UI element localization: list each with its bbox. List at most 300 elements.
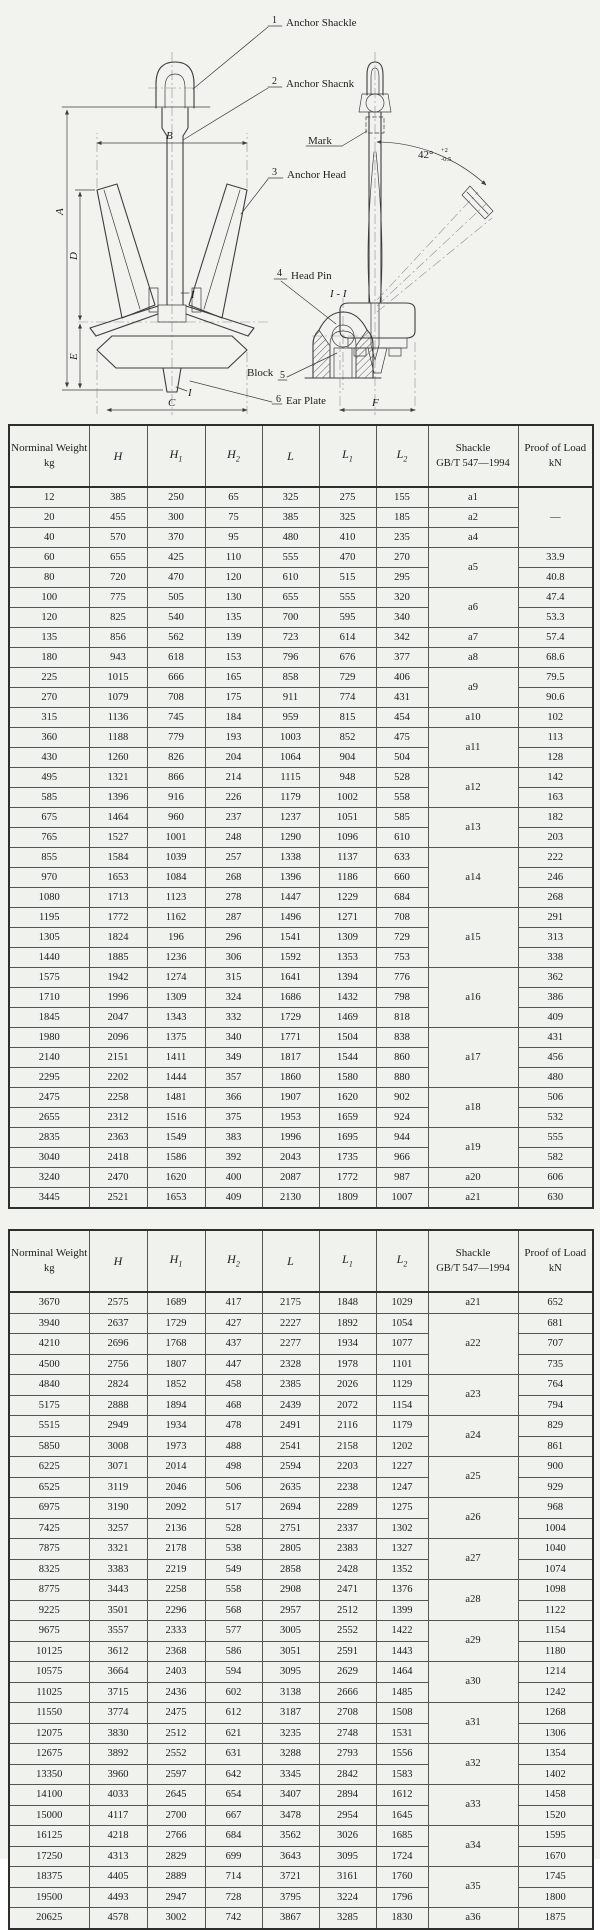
cell: 3892 (89, 1744, 147, 1765)
cell: a18 (428, 1088, 518, 1128)
cell: 332 (205, 1008, 262, 1028)
cell: 357 (205, 1068, 262, 1088)
cell: 3005 (262, 1621, 319, 1642)
table-row (9, 1457, 593, 1478)
cell: 1077 (376, 1334, 428, 1355)
cell: 3187 (262, 1703, 319, 1724)
cell: 3501 (89, 1600, 147, 1621)
cell: 586 (205, 1641, 262, 1662)
cell: 40 (9, 528, 89, 548)
cell: 447 (205, 1354, 262, 1375)
cell: 20 (9, 508, 89, 528)
cell: 4500 (9, 1354, 89, 1375)
cell: 2277 (262, 1334, 319, 1355)
cell: 708 (376, 908, 428, 928)
cell: 1154 (376, 1395, 428, 1416)
cell: 110 (205, 548, 262, 568)
cell: 855 (9, 848, 89, 868)
cell: 18375 (9, 1867, 89, 1888)
cell: 1115 (262, 768, 319, 788)
cell: 410 (319, 528, 376, 548)
cell: 1432 (319, 988, 376, 1008)
cell: 728 (205, 1887, 262, 1908)
cell: 3445 (9, 1188, 89, 1209)
cell: 498 (205, 1457, 262, 1478)
cell: 458 (205, 1375, 262, 1396)
cell: 79.5 (518, 668, 593, 688)
cell: 19500 (9, 1887, 89, 1908)
cell: 2949 (89, 1416, 147, 1437)
cell: 2635 (262, 1477, 319, 1498)
cell: 2383 (319, 1539, 376, 1560)
cell: 3026 (319, 1826, 376, 1847)
cell: 40.8 (518, 568, 593, 588)
cell: 1271 (319, 908, 376, 928)
cell: 196 (147, 928, 205, 948)
cell: 47.4 (518, 588, 593, 608)
cell: 1136 (89, 708, 147, 728)
cell: 2835 (9, 1128, 89, 1148)
cell: 1980 (9, 1028, 89, 1048)
cell: 2092 (147, 1498, 205, 1519)
table-row (9, 1416, 593, 1437)
column-header: L (262, 1230, 319, 1292)
cell: 699 (205, 1846, 262, 1867)
cell: 3562 (262, 1826, 319, 1847)
cell: 2258 (147, 1580, 205, 1601)
cell: 60 (9, 548, 89, 568)
table-row (9, 1292, 593, 1313)
table-row (9, 1580, 593, 1601)
cell: 1202 (376, 1436, 428, 1457)
cell: 7875 (9, 1539, 89, 1560)
cell: 1710 (9, 988, 89, 1008)
dimensions-table-1 (8, 424, 594, 1209)
cell: 3345 (262, 1764, 319, 1785)
cell: 2337 (319, 1518, 376, 1539)
cell: 470 (319, 548, 376, 568)
cell: 2957 (262, 1600, 319, 1621)
cell: 366 (205, 1088, 262, 1108)
cell: 2756 (89, 1354, 147, 1375)
table-1-header-row (9, 425, 593, 487)
cell: 860 (376, 1048, 428, 1068)
cell: 517 (205, 1498, 262, 1519)
cell: 2708 (319, 1703, 376, 1724)
cell: 3138 (262, 1682, 319, 1703)
column-header: H (89, 1230, 147, 1292)
angle-tolerance-upper: +2 (441, 147, 448, 154)
cell: 1003 (262, 728, 319, 748)
cell: 250 (147, 487, 205, 508)
cell: 437 (205, 1334, 262, 1355)
cell: 1800 (518, 1887, 593, 1908)
cell: 1096 (319, 828, 376, 848)
cell: 313 (518, 928, 593, 948)
table-row (9, 1785, 593, 1806)
cell: 959 (262, 708, 319, 728)
cell: 968 (518, 1498, 593, 1519)
cell: 315 (205, 968, 262, 988)
cell: 594 (205, 1662, 262, 1683)
dim-B: B (166, 130, 173, 142)
cell: 65 (205, 487, 262, 508)
cell: 2026 (319, 1375, 376, 1396)
cell: 2014 (147, 1457, 205, 1478)
column-header: $L_1$ (319, 1230, 376, 1292)
cell: 375 (205, 1108, 262, 1128)
cell: 193 (205, 728, 262, 748)
cell: 729 (376, 928, 428, 948)
cell: 68.6 (518, 648, 593, 668)
cell: 1309 (319, 928, 376, 948)
front-view (62, 62, 254, 399)
cell: 2047 (89, 1008, 147, 1028)
cell: a9 (428, 668, 518, 708)
cell: 1527 (89, 828, 147, 848)
cell: 475 (376, 728, 428, 748)
cell: 6525 (9, 1477, 89, 1498)
cell: 631 (205, 1744, 262, 1765)
column-header: Norminal Weight kg (9, 425, 89, 487)
cell: 562 (147, 628, 205, 648)
cell: 3960 (89, 1764, 147, 1785)
cell: a16 (428, 968, 518, 1028)
cell: 2637 (89, 1313, 147, 1334)
cell: 1447 (262, 888, 319, 908)
cell: 3407 (262, 1785, 319, 1806)
cell: 1595 (518, 1826, 593, 1847)
cell: 1015 (89, 668, 147, 688)
cell: 2130 (262, 1188, 319, 1209)
cell: 20625 (9, 1908, 89, 1929)
cell: 1892 (319, 1313, 376, 1334)
cell: 4218 (89, 1826, 147, 1847)
cell: 880 (376, 1068, 428, 1088)
cell: 2858 (262, 1559, 319, 1580)
cell: 1338 (262, 848, 319, 868)
cell: 2158 (319, 1436, 376, 1457)
column-header: Shackle GB/T 547—1994 (428, 1230, 518, 1292)
cell: 270 (9, 688, 89, 708)
column-header: $L_2$ (376, 425, 428, 487)
cell: 2258 (89, 1088, 147, 1108)
cell: 1580 (319, 1068, 376, 1088)
cell: 708 (147, 688, 205, 708)
cell: 12675 (9, 1744, 89, 1765)
table-row (9, 508, 593, 528)
cell: a5 (428, 548, 518, 588)
cell: 3071 (89, 1457, 147, 1478)
cell: 1508 (376, 1703, 428, 1724)
cell: 943 (89, 648, 147, 668)
table-row (9, 808, 593, 828)
cell: 315 (9, 708, 89, 728)
cell: 2748 (319, 1723, 376, 1744)
cell: a7 (428, 628, 518, 648)
cell: 214 (205, 768, 262, 788)
cell: 3240 (9, 1168, 89, 1188)
column-header: H (89, 425, 147, 487)
cell: 2666 (319, 1682, 376, 1703)
cell: 1001 (147, 828, 205, 848)
cell: 16125 (9, 1826, 89, 1847)
dim-F: F (372, 397, 379, 409)
cell: 798 (376, 988, 428, 1008)
dim-A: A (54, 208, 66, 215)
section-title: I - I (330, 288, 347, 300)
cell: 1080 (9, 888, 89, 908)
cell: 966 (376, 1148, 428, 1168)
cell: — (518, 487, 593, 548)
cell: a27 (428, 1539, 518, 1580)
cell: 95 (205, 528, 262, 548)
cell: a8 (428, 648, 518, 668)
table-row (9, 1168, 593, 1188)
cell: 633 (376, 848, 428, 868)
cell: 764 (518, 1375, 593, 1396)
cell: 606 (518, 1168, 593, 1188)
cell: 3051 (262, 1641, 319, 1662)
cell: 3002 (147, 1908, 205, 1929)
cell: 960 (147, 808, 205, 828)
cell: 2575 (89, 1292, 147, 1313)
cell: 577 (205, 1621, 262, 1642)
cell: 1768 (147, 1334, 205, 1355)
cell: 1098 (518, 1580, 593, 1601)
cell: 667 (205, 1805, 262, 1826)
cell: 902 (376, 1088, 428, 1108)
cell: 180 (9, 648, 89, 668)
callout-anchor-shank: Anchor Shacnk (286, 78, 355, 90)
spec-tables (8, 424, 592, 1930)
cell: 222 (518, 848, 593, 868)
cell: 1809 (319, 1188, 376, 1209)
cell: 2428 (319, 1559, 376, 1580)
table-row (9, 628, 593, 648)
cell: 515 (319, 568, 376, 588)
cell: a36 (428, 1908, 518, 1929)
cell: 1735 (319, 1148, 376, 1168)
cell: 12 (9, 487, 89, 508)
cell: 528 (376, 768, 428, 788)
cell: 3795 (262, 1887, 319, 1908)
cell: 1689 (147, 1292, 205, 1313)
cell: 10575 (9, 1662, 89, 1683)
cell: 2700 (147, 1805, 205, 1826)
cell: 2824 (89, 1375, 147, 1396)
cell: 1079 (89, 688, 147, 708)
cell: 2136 (147, 1518, 205, 1539)
cell: 488 (205, 1436, 262, 1457)
cell: 1469 (319, 1008, 376, 1028)
cell: 2178 (147, 1539, 205, 1560)
cell: 1214 (518, 1662, 593, 1683)
cell: 349 (205, 1048, 262, 1068)
cell: 1411 (147, 1048, 205, 1068)
cell: 1575 (9, 968, 89, 988)
cell: a26 (428, 1498, 518, 1539)
table-row (9, 548, 593, 568)
cell: a10 (428, 708, 518, 728)
callout-anchor-head: Anchor Head (287, 169, 346, 181)
column-header: $L_1$ (319, 425, 376, 487)
cell: 602 (205, 1682, 262, 1703)
cell: a11 (428, 728, 518, 768)
cell: 1641 (262, 968, 319, 988)
cell: 155 (376, 487, 428, 508)
cell: 729 (319, 668, 376, 688)
cell: 1394 (319, 968, 376, 988)
column-header: $H_1$ (147, 425, 205, 487)
cell: 306 (205, 948, 262, 968)
column-header: Shackle GB/T 547—1994 (428, 425, 518, 487)
cell: 714 (205, 1867, 262, 1888)
angle-tolerance-lower: -0.5 (441, 156, 452, 163)
cell: 655 (89, 548, 147, 568)
cell: 17250 (9, 1846, 89, 1867)
cell: 825 (89, 608, 147, 628)
cell: 1443 (376, 1641, 428, 1662)
cell: 1586 (147, 1148, 205, 1168)
cell: 1321 (89, 768, 147, 788)
cell: 2227 (262, 1313, 319, 1334)
cell: 386 (518, 988, 593, 1008)
cell: 2947 (147, 1887, 205, 1908)
cell: 1002 (319, 788, 376, 808)
cell: 856 (89, 628, 147, 648)
cell: 8775 (9, 1580, 89, 1601)
cell: 1123 (147, 888, 205, 908)
cell: 4313 (89, 1846, 147, 1867)
cell: 1729 (262, 1008, 319, 1028)
cell: 2289 (319, 1498, 376, 1519)
cell: 2591 (319, 1641, 376, 1662)
cell: a17 (428, 1028, 518, 1088)
cell: 478 (205, 1416, 262, 1437)
cell: a30 (428, 1662, 518, 1703)
cell: 1824 (89, 928, 147, 948)
cell: 135 (9, 628, 89, 648)
cell: 2594 (262, 1457, 319, 1478)
cell: 815 (319, 708, 376, 728)
cell: 5175 (9, 1395, 89, 1416)
cell: 4117 (89, 1805, 147, 1826)
cell: 681 (518, 1313, 593, 1334)
cell: 2842 (319, 1764, 376, 1785)
cell: 660 (376, 868, 428, 888)
cell: 2894 (319, 1785, 376, 1806)
cell: 13350 (9, 1764, 89, 1785)
cell: 1247 (376, 1477, 428, 1498)
cell: 2491 (262, 1416, 319, 1437)
cell: 1745 (518, 1867, 593, 1888)
cell: 1007 (376, 1188, 428, 1209)
cell: 1695 (319, 1128, 376, 1148)
cell: 1458 (518, 1785, 593, 1806)
cell: 2096 (89, 1028, 147, 1048)
cell: 1772 (319, 1168, 376, 1188)
cell: 1154 (518, 1621, 593, 1642)
cell: 338 (518, 948, 593, 968)
cell: 1343 (147, 1008, 205, 1028)
cell: 406 (376, 668, 428, 688)
cell: a28 (428, 1580, 518, 1621)
cell: 342 (376, 628, 428, 648)
cell: a14 (428, 848, 518, 908)
cell: 2521 (89, 1188, 147, 1209)
callout-head-pin: Head Pin (291, 270, 332, 282)
cell: 555 (262, 548, 319, 568)
table-2-header-row (9, 1230, 593, 1292)
cell: 1275 (376, 1498, 428, 1519)
table-row (9, 1908, 593, 1929)
cell: 2087 (262, 1168, 319, 1188)
cell: 1645 (376, 1805, 428, 1826)
cell: 130 (205, 588, 262, 608)
cell: 4493 (89, 1887, 147, 1908)
cell: 753 (376, 948, 428, 968)
cell: 621 (205, 1723, 262, 1744)
cell: 454 (376, 708, 428, 728)
column-header: $L_2$ (376, 1230, 428, 1292)
cell: 33.9 (518, 548, 593, 568)
callout-4-number: 4 (277, 268, 282, 279)
cell: 549 (205, 1559, 262, 1580)
cell: 666 (147, 668, 205, 688)
cell: 826 (147, 748, 205, 768)
cell: 1685 (376, 1826, 428, 1847)
cell: 57.4 (518, 628, 593, 648)
cell: 2436 (147, 1682, 205, 1703)
cell: 5515 (9, 1416, 89, 1437)
cell: 1129 (376, 1375, 428, 1396)
cell: 538 (205, 1539, 262, 1560)
cell: 3557 (89, 1621, 147, 1642)
cell: 362 (518, 968, 593, 988)
table-row (9, 1867, 593, 1888)
cell: 528 (205, 1518, 262, 1539)
cell: 568 (205, 1600, 262, 1621)
cell: 3774 (89, 1703, 147, 1724)
cell: 1237 (262, 808, 319, 828)
callout-mark: Mark (308, 135, 332, 147)
cell: 1179 (262, 788, 319, 808)
cell: 676 (319, 648, 376, 668)
cell: 360 (9, 728, 89, 748)
cell: 1137 (319, 848, 376, 868)
cell: 3095 (262, 1662, 319, 1683)
table-row (9, 588, 593, 608)
cell: 1973 (147, 1436, 205, 1457)
cell: 226 (205, 788, 262, 808)
table-row (9, 968, 593, 988)
cell: 970 (9, 868, 89, 888)
cell: 257 (205, 848, 262, 868)
callout-1-number: 1 (272, 15, 277, 26)
cell: 1464 (89, 808, 147, 828)
table-row (9, 1088, 593, 1108)
column-header: Norminal Weight kg (9, 1230, 89, 1292)
cell: 385 (89, 487, 147, 508)
cell: 2512 (319, 1600, 376, 1621)
cell: 558 (205, 1580, 262, 1601)
cell: 1051 (319, 808, 376, 828)
cell: 1516 (147, 1108, 205, 1128)
cell: 2552 (147, 1744, 205, 1765)
cell: 1544 (319, 1048, 376, 1068)
table-row (9, 487, 593, 508)
